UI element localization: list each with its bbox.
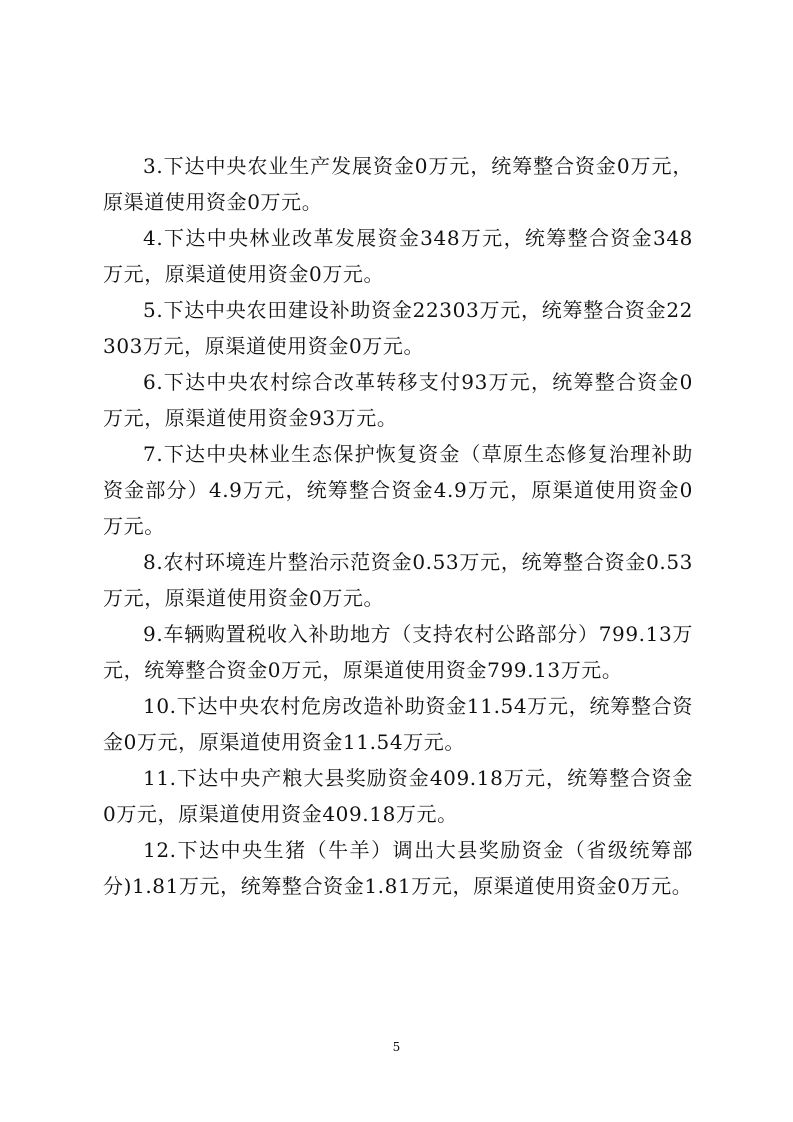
paragraph-5: 5.下达中央农田建设补助资金22303万元，统筹整合资金22303万元，原渠道使用资金0万元。	[103, 298, 693, 358]
paragraph-7: 7.下达中央林业生态保护恢复资金（草原生态修复治理补助资金部分）4.9万元，统筹整合资金4.9万元，原渠道使用资金0万元。	[103, 442, 693, 538]
paragraph-11: 11.下达中央产粮大县奖励资金409.18万元，统筹整合资金0万元，原渠道使用资金409.18万元。	[103, 766, 693, 826]
paragraph-10: 10.下达中央农村危房改造补助资金11.54万元，统筹整合资金0万元，原渠道使用资金11.54万元。	[103, 694, 693, 754]
paragraph-8: 8.农村环境连片整治示范资金0.53万元，统筹整合资金0.53万元，原渠道使用资金0万元。	[103, 550, 693, 610]
paragraph-12: 12.下达中央生猪（牛羊）调出大县奖励资金（省级统筹部分)1.81万元，统筹整合资金1.81万元，原渠道使用资金0万元。	[103, 838, 693, 898]
paragraph-3: 3.下达中央农业生产发展资金0万元，统筹整合资金0万元，原渠道使用资金0万元。	[103, 154, 693, 214]
paragraph-4: 4.下达中央林业改革发展资金348万元，统筹整合资金348万元，原渠道使用资金0万元。	[103, 226, 693, 286]
paragraph-6: 6.下达中央农村综合改革转移支付93万元，统筹整合资金0万元，原渠道使用资金93万元。	[103, 370, 693, 430]
body-text	[103, 148, 693, 904]
paragraph-9: 9.车辆购置税收入补助地方（支持农村公路部分）799.13万元，统筹整合资金0万元，原渠道使用资金799.13万元。	[103, 622, 693, 682]
page-number: 5	[392, 1040, 401, 1054]
